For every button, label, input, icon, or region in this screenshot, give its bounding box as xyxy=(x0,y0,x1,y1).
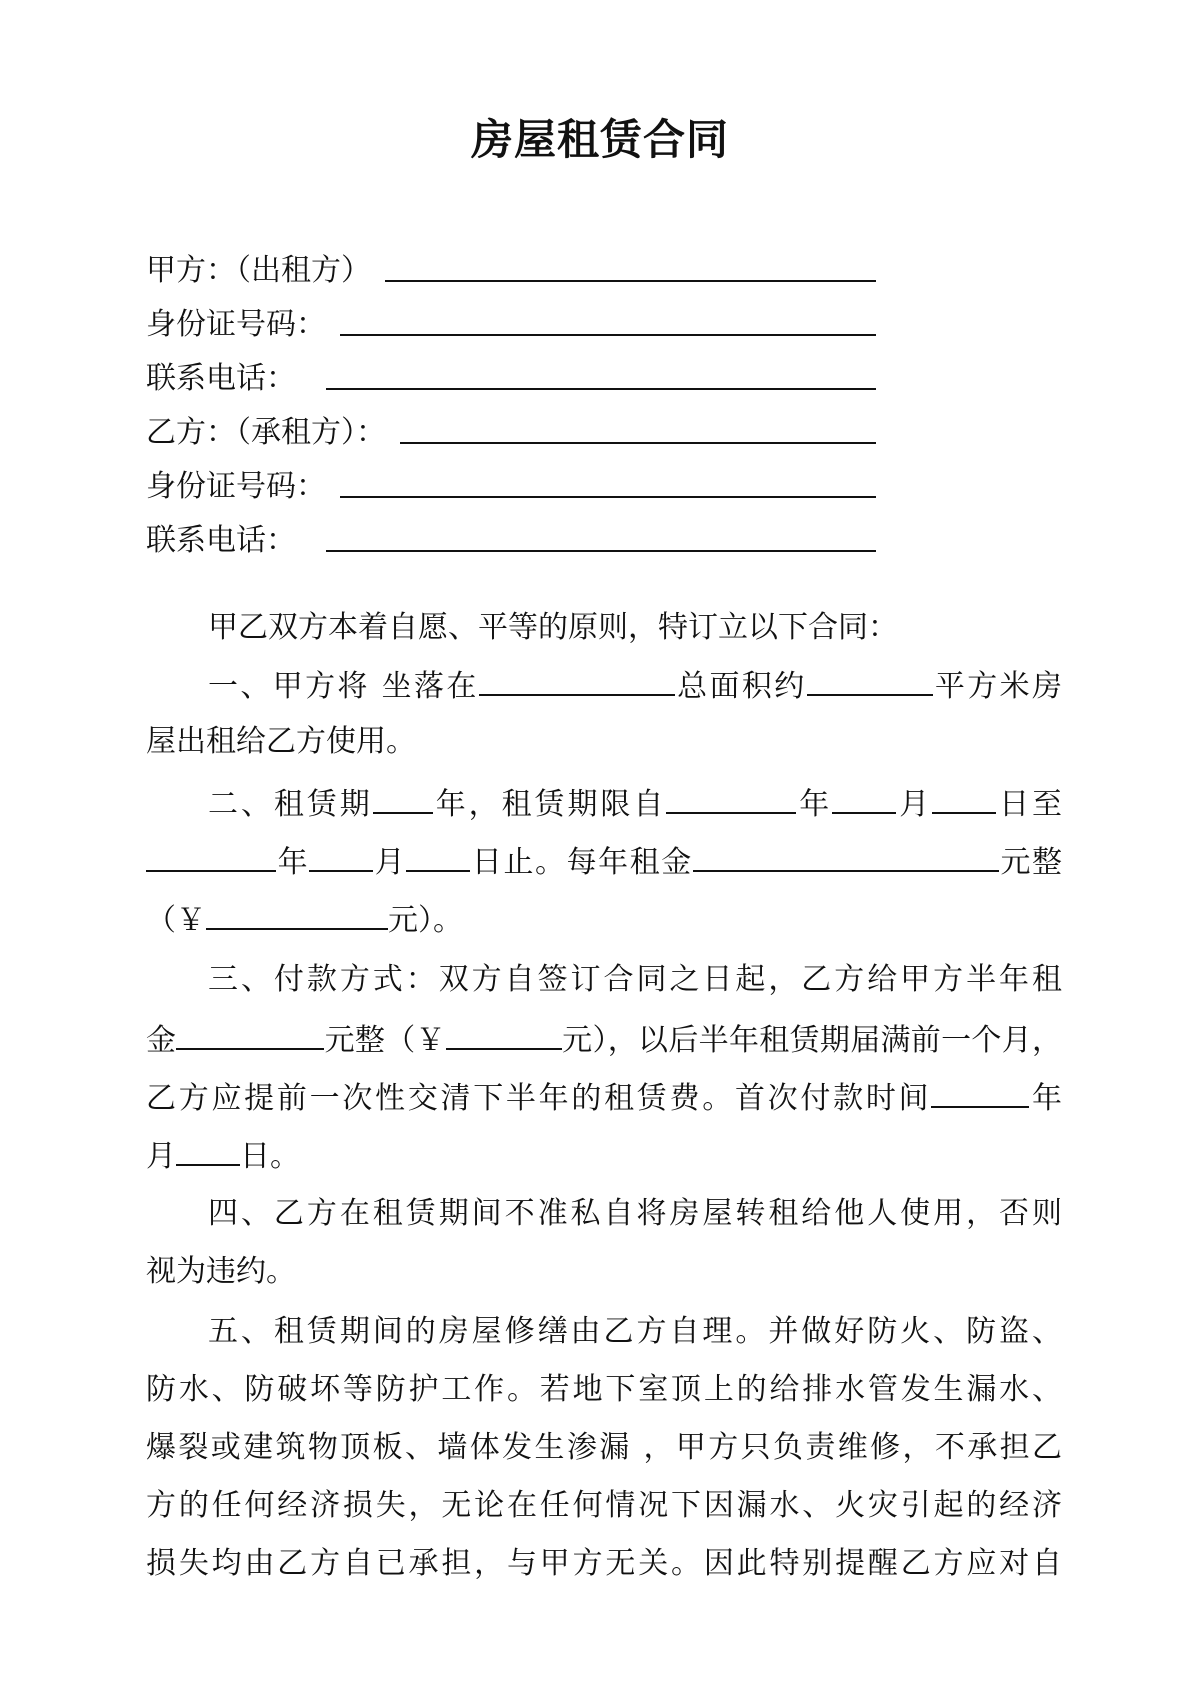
lessor-id-field xyxy=(146,300,876,344)
clause-1-text-a: 一、甲方将 坐落在 xyxy=(208,669,479,704)
first-payment-year-blank[interactable] xyxy=(931,1076,1029,1108)
end-day-blank[interactable] xyxy=(406,840,470,872)
clause-2-line-3 xyxy=(146,898,1062,938)
clause-2-text-j: （￥ xyxy=(146,903,206,938)
clause-2-text-g: 月 xyxy=(373,845,407,880)
lessee-phone-field xyxy=(146,516,876,560)
clause-5-line-4 xyxy=(146,1486,1062,1526)
clause-4-text-line2: 视为违约。 xyxy=(146,1254,296,1289)
clause-2-line-1 xyxy=(208,782,1062,822)
clause-2-text-i: 元整 xyxy=(998,845,1063,880)
clause-3-text-c: 元整（￥ xyxy=(324,1023,446,1058)
lessee-id-label: 身份证号码： xyxy=(146,469,326,504)
clause-3-text-d: 元），以后半年租赁期届满前一个月， xyxy=(561,1023,1063,1058)
half-year-rent-blank[interactable] xyxy=(176,1018,324,1050)
lessee-id-field xyxy=(146,462,876,506)
clause-2-line-2 xyxy=(146,840,1062,880)
clause-2-text-b: 年，租赁期限自 xyxy=(432,787,667,822)
clause-3-text-f: 年 xyxy=(1029,1081,1063,1116)
area-blank[interactable] xyxy=(807,664,933,696)
clause-2-text-d: 月 xyxy=(896,787,933,822)
lessee-name-field xyxy=(146,408,876,452)
clause-2-text-f: 年 xyxy=(276,845,310,880)
lessee-name-blank[interactable] xyxy=(400,442,876,444)
lessor-name-field xyxy=(146,246,876,290)
clause-2-text-a: 二、租赁期 xyxy=(208,787,373,822)
clause-1-text-c: 平方米房 xyxy=(932,669,1062,704)
annual-rent-blank[interactable] xyxy=(693,840,999,872)
lessor-id-label: 身份证号码： xyxy=(146,307,326,342)
lessor-name-blank[interactable] xyxy=(385,280,876,282)
clause-5-text-line4: 方的任何经济损失，无论在任何情况下因漏水、火灾引起的经济 xyxy=(146,1488,1062,1523)
clause-2-text-e: 日至 xyxy=(996,787,1063,822)
clause-3-text-g: 月 xyxy=(146,1139,176,1174)
clause-3-line-4 xyxy=(146,1134,1062,1174)
clause-4-line-1 xyxy=(208,1194,1062,1234)
preamble xyxy=(208,608,1062,648)
start-year-blank[interactable] xyxy=(666,782,796,814)
clause-5-line-2 xyxy=(146,1370,1062,1410)
start-day-blank[interactable] xyxy=(932,782,996,814)
clause-4-text-line1: 四、乙方在租赁期间不准私自将房屋转租给他人使用，否则 xyxy=(208,1196,1062,1231)
lessor-phone-field xyxy=(146,354,876,398)
clause-5-text-line1: 五、租赁期间的房屋修缮由乙方自理。并做好防火、防盗、 xyxy=(208,1314,1062,1349)
clause-5-text-line5: 损失均由乙方自已承担，与甲方无关。因此特别提醒乙方应对自 xyxy=(146,1546,1062,1581)
clause-3-line-2 xyxy=(146,1018,1062,1058)
end-year-blank[interactable] xyxy=(146,840,276,872)
clause-4-line-2 xyxy=(146,1252,1062,1292)
lessor-phone-label: 联系电话： xyxy=(146,361,296,396)
clause-3-text-h: 日。 xyxy=(240,1139,300,1174)
clause-2-text-h: 日止。每年租金 xyxy=(470,845,693,880)
document-title: 房屋租赁合同 xyxy=(470,115,729,164)
annual-rent-figure-blank[interactable] xyxy=(206,898,388,930)
clause-3-text-a: 三、付款方式：双方自签订合同之日起，乙方给甲方半年租 xyxy=(208,962,1062,997)
end-month-blank[interactable] xyxy=(309,840,373,872)
lessor-id-blank[interactable] xyxy=(340,334,876,336)
lease-years-blank[interactable] xyxy=(373,782,433,814)
clause-5-line-1 xyxy=(208,1312,1062,1352)
clause-2-text-k: 元）。 xyxy=(388,903,463,938)
clause-3-text-b: 金 xyxy=(146,1023,177,1058)
lessee-name-label: 乙方：（承租方）： xyxy=(146,415,386,450)
lessor-name-label: 甲方：（出租方） xyxy=(146,253,371,288)
lessor-phone-blank[interactable] xyxy=(326,388,876,390)
clause-1-text-b: 总面积约 xyxy=(674,669,807,704)
clause-5-line-5 xyxy=(146,1544,1062,1584)
clause-2-text-c: 年 xyxy=(796,787,833,822)
preamble-text: 甲乙双方本着自愿、平等的原则，特订立以下合同： xyxy=(208,610,898,645)
location-blank[interactable] xyxy=(479,664,675,696)
clause-1-line-2 xyxy=(146,722,1062,762)
clause-3-line-3 xyxy=(146,1076,1062,1116)
clause-5-text-line2: 防水、防破坏等防护工作。若地下室顶上的给排水管发生漏水、 xyxy=(146,1372,1062,1407)
clause-3-text-e: 乙方应提前一次性交清下半年的租赁费。首次付款时间 xyxy=(146,1081,932,1116)
lessee-phone-label: 联系电话： xyxy=(146,523,296,558)
first-payment-month-blank[interactable] xyxy=(176,1134,240,1166)
clause-5-line-3 xyxy=(146,1428,1062,1468)
lessee-phone-blank[interactable] xyxy=(326,550,876,552)
clause-3-line-1 xyxy=(208,960,1062,1000)
clause-1-text-line2: 屋出租给乙方使用。 xyxy=(146,724,416,759)
start-month-blank[interactable] xyxy=(832,782,896,814)
clause-5-text-line3: 爆裂或建筑物顶板、墙体发生渗漏 ，甲方只负责维修，不承担乙 xyxy=(146,1430,1062,1465)
lessee-id-blank[interactable] xyxy=(340,496,876,498)
half-year-rent-figure-blank[interactable] xyxy=(446,1018,562,1050)
clause-1-line-1 xyxy=(208,664,1062,704)
